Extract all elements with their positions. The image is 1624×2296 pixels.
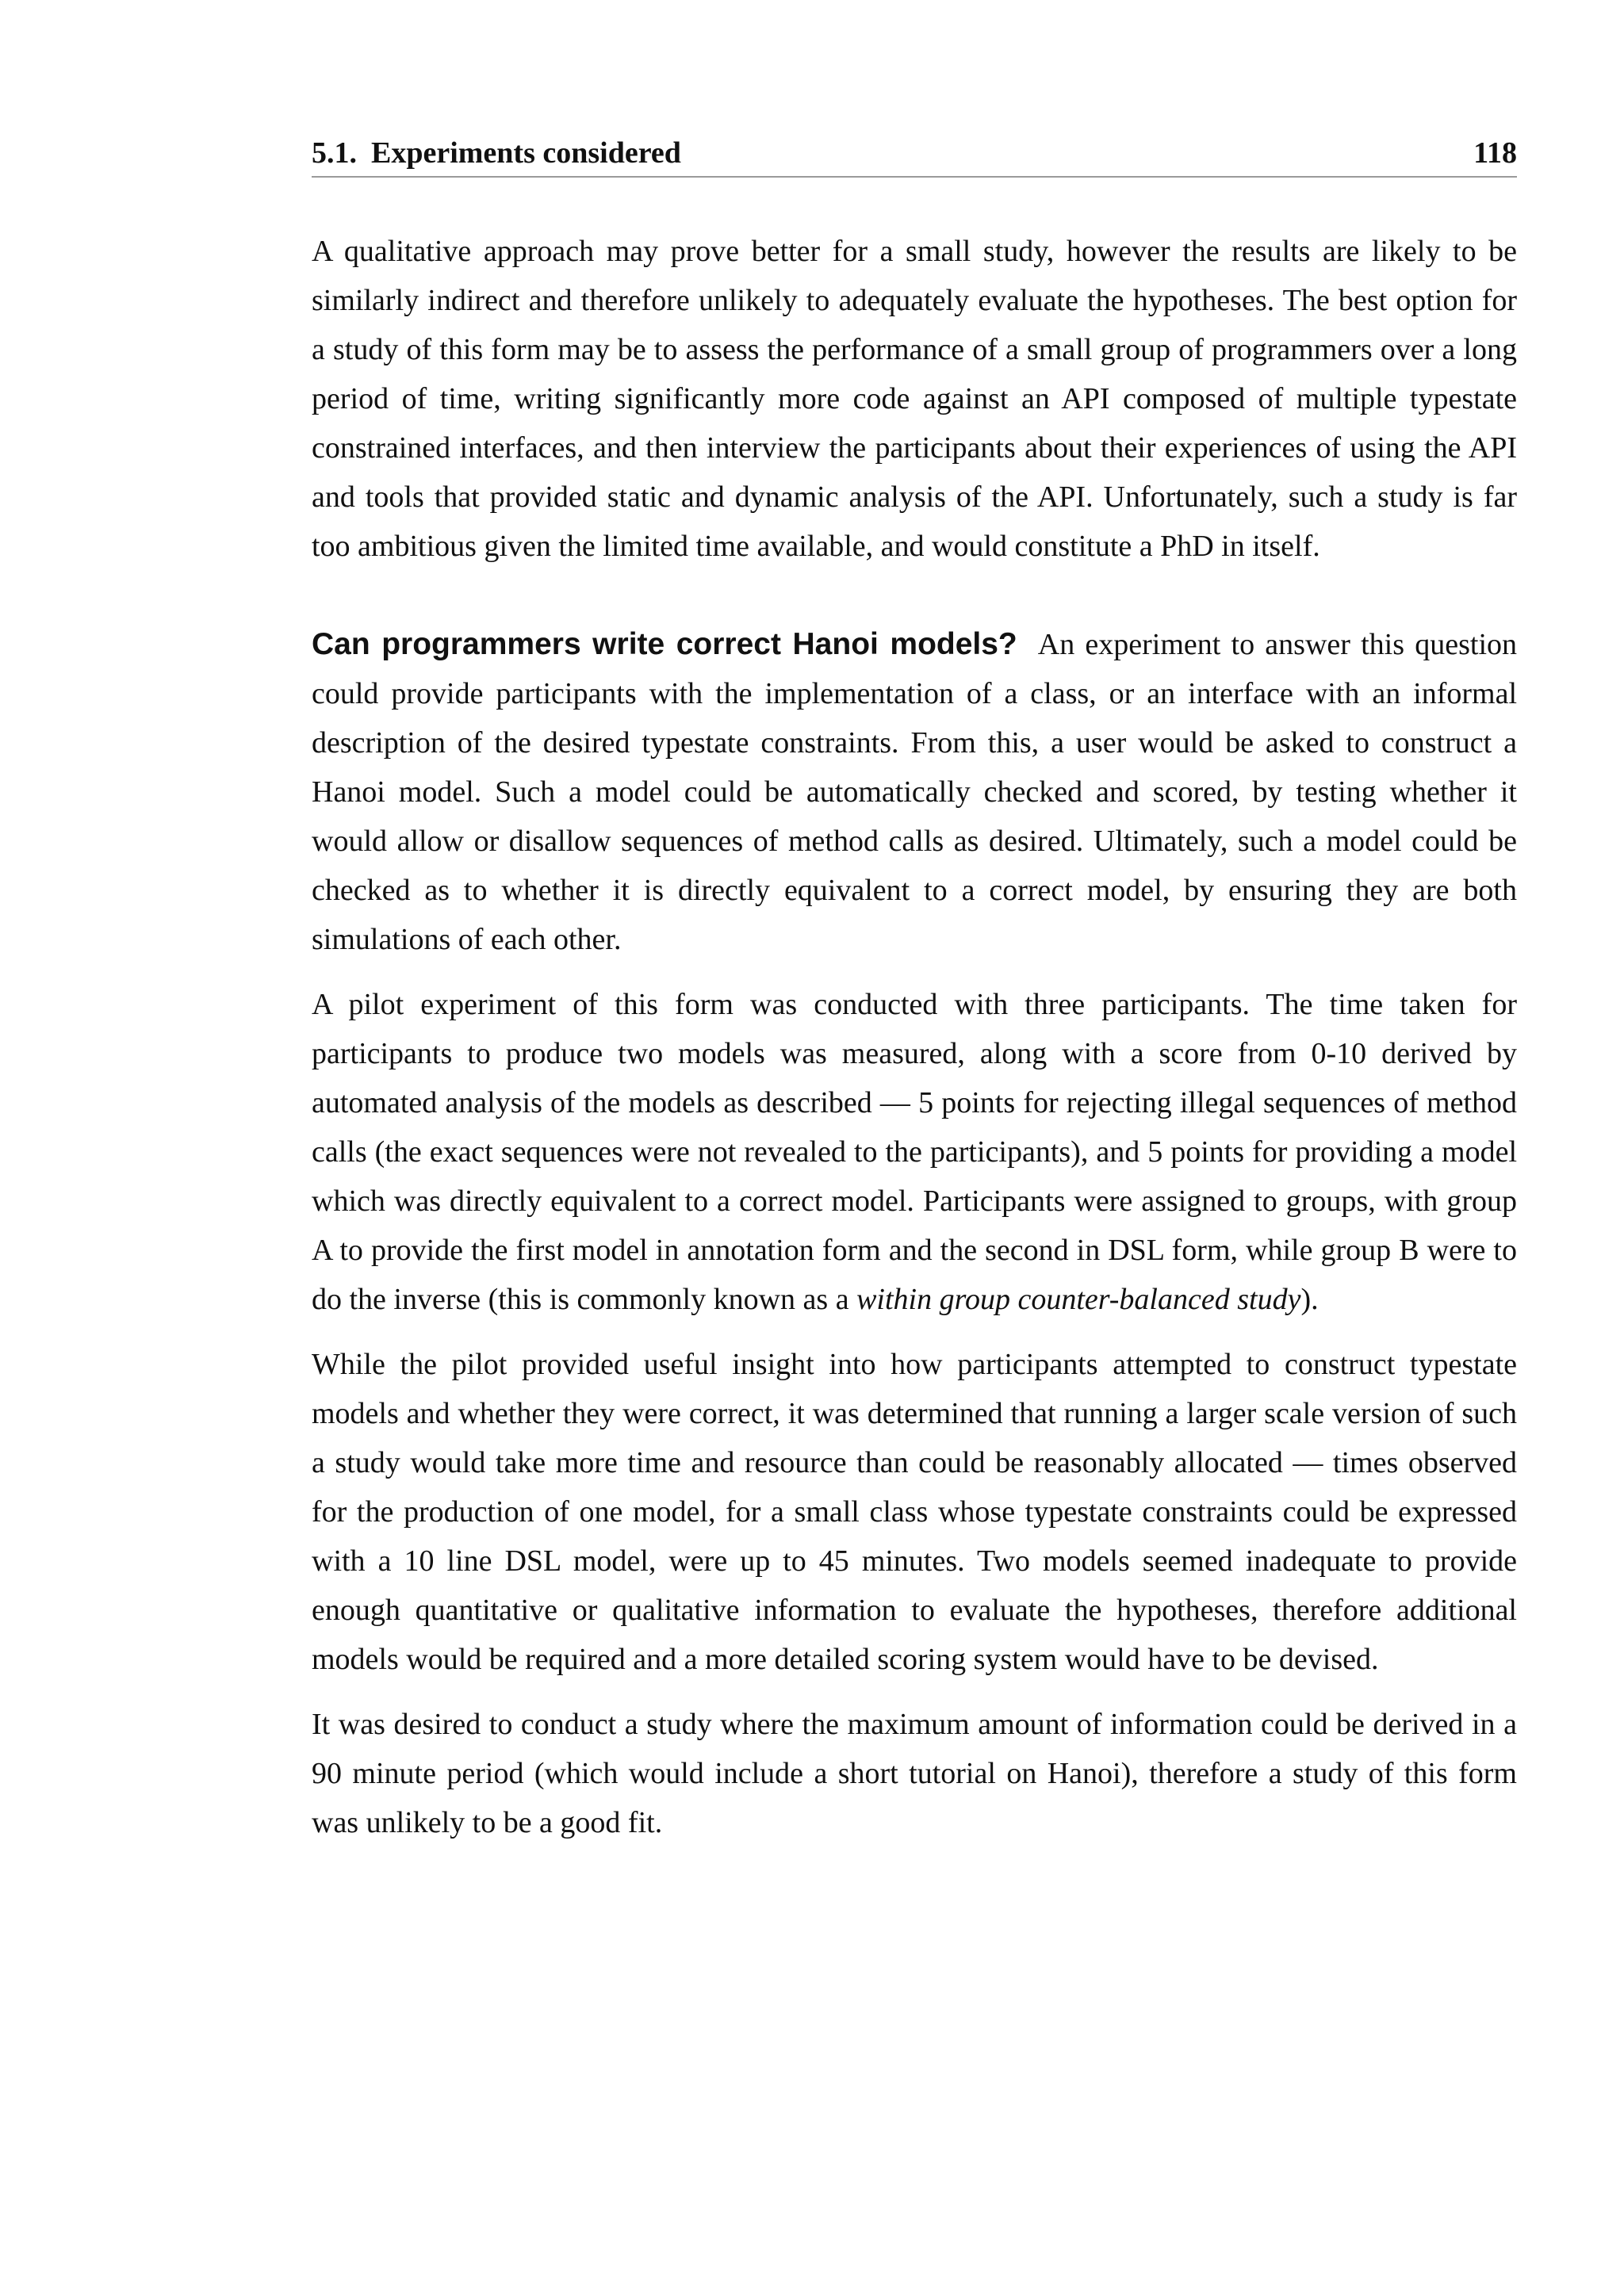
paragraph-hanoi-models	[312, 620, 1517, 964]
emphasis-term: within group counter-balanced study	[856, 1283, 1301, 1316]
page-body	[312, 227, 1517, 1847]
page	[312, 135, 1517, 1847]
paragraph-hanoi-models-text: An experiment to answer this question could provide participants with the implementation of a class, or an interface with an informal description of the desired typestate constraints. From this, a user would be asked to construct a Hanoi model. Such a model could be automatically checked and scored, by testing whether it would allow or disallow sequences of method calls as desired. Ultimately, such a model could be checked as to whether it is directly equivalent to a correct model, by ensuring they are both simulations of each other.	[312, 628, 1517, 956]
section-heading	[312, 135, 681, 171]
paragraph-gap	[312, 571, 1517, 620]
paragraph-pilot-experiment	[312, 980, 1517, 1324]
paragraph-pilot-text-end: ).	[1300, 1283, 1319, 1316]
paragraph-qualitative-approach: A qualitative approach may prove better for a small study, however the results are likely to be similarly indirect and therefore unlikely to adequately evaluate the hypotheses. The best option for a study of this form may be to assess the performance of a small group of programmers over a long period of time, writing significantly more code against an API composed of multiple typestate constrained interfaces, and then interview the participants about their experiences of using the API and tools that provided static and dynamic analysis of the API. Unfortunately, such a study is far too ambitious given the limited time available, and would constitute a PhD in itself.	[312, 235, 1517, 563]
section-number: 5.1.	[312, 136, 357, 170]
section-title: Experiments considered	[371, 136, 681, 170]
paragraph-pilot-insight: While the pilot provided useful insight into how participants attempted to construct typestate models and whether they were correct, it was determined that running a larger scale version of such a study would take more time and resource than could be reasonably allocated — times observed for the production of one model, for a small class whose typestate constraints could be expressed with a 10 line DSL model, were up to 45 minutes. Two models seemed inadequate to provide enough quantitative or qualitative information to evaluate the hypotheses, therefore additional models would be required and a more detailed scoring system would have to be devised.	[312, 1348, 1517, 1676]
paragraph-pilot-text: A pilot experiment of this form was conducted with three participants. The time taken for participants to produce two models was measured, along with a score from 0-10 derived by automated analysis of the models as described — 5 points for rejecting illegal sequences of method calls (the exact sequences were not revealed to the participants), and 5 points for providing a model which was directly equivalent to a correct model. Participants were assigned to groups, with group A to provide the first model in annotation form and the second in DSL form, while group B were to do the inverse (this is commonly known as a	[312, 988, 1517, 1316]
page-number: 118	[1473, 136, 1517, 170]
running-header	[312, 135, 1517, 178]
paragraph-study-fit: It was desired to conduct a study where the maximum amount of information could be derived in a 90 minute period (which would include a short tutorial on Hanoi), therefore a study of this form was unlikely to be a good fit.	[312, 1708, 1517, 1839]
paragraph-heading: Can programmers write correct Hanoi models?	[312, 627, 1017, 661]
